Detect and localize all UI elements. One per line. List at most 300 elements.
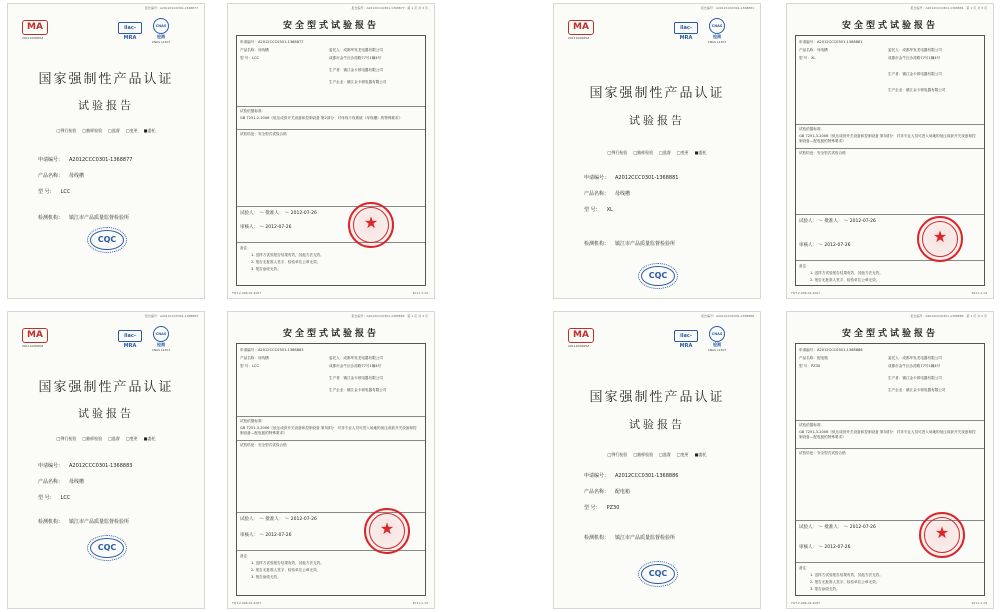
applicant-line <box>240 348 304 353</box>
report-number-value: A2012CCC0301-1368877 <box>159 6 198 10</box>
cnas-logo <box>706 18 728 44</box>
application-number <box>584 472 678 479</box>
report-number <box>554 314 760 318</box>
testing-lab <box>38 214 129 221</box>
factory-line <box>329 80 387 85</box>
model-label: 型 号： <box>38 495 55 501</box>
report-type-options <box>554 150 760 156</box>
ma-code: 2011100065Z <box>568 344 590 348</box>
report-number <box>8 314 204 318</box>
sign-date: 2012-07-26 <box>849 219 876 224</box>
cqc-logo: CQC <box>641 564 675 584</box>
model-value: LCC <box>60 189 71 195</box>
sign-date: 2012-07-26 <box>824 545 851 550</box>
page-indicator: 第 1 页 共 3 页 <box>966 314 987 318</box>
maker-value: 镇江金卡顿电器有限公司 <box>902 72 942 76</box>
model-value: LCC <box>251 56 259 60</box>
maker-value: 镇江金卡顿电器有限公司 <box>902 376 942 380</box>
option-commission: ■委托 <box>143 128 156 133</box>
official-seal: ★ <box>919 512 965 558</box>
cma-logo: MA 2011100065Z <box>568 20 598 40</box>
detail-title: 安全型式试验报告 <box>841 21 938 31</box>
report-number-prefix: 报告编号： <box>351 6 367 10</box>
reviewer-line: 审核人： ～ 2012-07-26 <box>799 545 851 550</box>
page-indicator: 第 1 页 共 3 页 <box>966 6 987 10</box>
sign-date: 2012-07-26 <box>824 243 851 248</box>
detail-title: 安全型式试验报告 <box>282 329 379 339</box>
tester-line: 试验人： ～ 批准人： ～ 2012-07-26 <box>799 219 876 224</box>
divider <box>237 129 425 130</box>
report-number-value: A2012CCC0301-1368886 <box>715 314 754 318</box>
page-date: 2011-1-19 <box>971 291 987 295</box>
testing-lab <box>38 518 129 525</box>
ilac-logo: ilac-MRA <box>674 22 698 34</box>
ma-code: 2011100065Z <box>22 36 44 40</box>
maker-line <box>329 376 383 381</box>
ilac-logo: ilac-MRA <box>118 330 142 342</box>
cover-title: 国家强制性产品认证 <box>589 390 725 405</box>
standard-label: 试验依据标准： <box>240 419 266 423</box>
model-value: XL <box>606 207 613 213</box>
client-address: 成都市金牛区沙湾路77号1幢4号 <box>329 364 382 368</box>
divider <box>237 106 425 107</box>
report-number-value: A2012CCC0301-1368881 <box>925 6 964 10</box>
sign-date: 2012-07-26 <box>265 225 292 230</box>
report-type-options <box>554 452 760 458</box>
report-number <box>554 6 760 10</box>
form-number: TQT-2-096-02-2007 <box>232 601 262 605</box>
product-name <box>584 190 630 197</box>
detail-title: 安全型式试验报告 <box>841 329 938 339</box>
option-sampling: □抽样检验 <box>82 128 103 133</box>
page-date: 2011-1-19 <box>971 601 987 605</box>
divider <box>237 206 425 207</box>
testing-lab <box>584 240 675 247</box>
report-table <box>236 343 426 596</box>
ma-code: 2011100065Z <box>568 36 590 40</box>
page-header <box>787 314 993 318</box>
model <box>584 206 613 213</box>
report-detail-2 <box>787 4 993 298</box>
tester-label: 试验人： <box>799 525 817 530</box>
applicant-label: 申请编号： <box>240 40 258 44</box>
report-number-value: A2012CCC0301-1368883 <box>366 314 405 318</box>
conclusion-line <box>240 132 287 137</box>
remarks-label: 备注： <box>240 246 251 250</box>
cover-title: 国家强制性产品认证 <box>38 72 174 87</box>
client-address: 成都市金牛区沙湾路77号1幢4号 <box>888 56 941 60</box>
client-line <box>329 356 383 361</box>
product-name-label: 产品名称： <box>584 191 610 197</box>
report-number-value: A2012CCC0301-1368886 <box>925 314 964 318</box>
model <box>38 188 70 195</box>
cnas-sub: 检测 <box>713 342 721 347</box>
standard-value: GB 7251.3-2006《低压成套开关设备和控制设备 第3部分：对非专业人员可进入场地的低压成套开关设备和控制设备—配电板的特殊要求》 <box>799 430 976 439</box>
conclusion-value: 安全型式试验合格 <box>257 443 287 447</box>
product-name <box>584 488 630 495</box>
approver-label: 批准人： <box>824 525 843 530</box>
page-header <box>228 314 434 318</box>
report-type-options <box>8 128 204 134</box>
option-routine: □例行检验 <box>607 452 628 457</box>
page-footer <box>791 291 987 295</box>
option-sampling: □抽样检验 <box>82 436 103 441</box>
report-number-value: A2012CCC0301-1368881 <box>715 6 754 10</box>
factory-line <box>888 388 946 393</box>
application-number-value: A2012CCC0301-1368881 <box>615 175 679 181</box>
conclusion-label: 试验结论： <box>799 151 817 155</box>
report-number <box>8 6 204 10</box>
page-header <box>228 6 434 10</box>
cnas-no: CNAS L1307 <box>151 40 171 44</box>
standard-label: 试验依据标准： <box>799 127 825 131</box>
remark-1: 1. 送样方试验报告结果有效，其他方法无效。 <box>810 271 883 275</box>
divider <box>796 448 984 449</box>
report-type-options <box>8 436 204 442</box>
cnas-logo <box>706 326 728 352</box>
ilac-logo: ilac-MRA <box>674 330 698 342</box>
applicant-label: 申请编号： <box>799 348 817 352</box>
option-sampling: □抽样检验 <box>633 150 654 155</box>
option-routine: □例行检验 <box>56 128 77 133</box>
divider <box>796 260 984 261</box>
product-name-label: 产品名称： <box>38 173 64 179</box>
divider <box>237 242 425 243</box>
divider <box>237 440 425 441</box>
report-number-value: A2012CCC0301-1368883 <box>159 314 198 318</box>
testing-lab-value: 镇江市产品质量监督检验所 <box>69 215 130 221</box>
cnas-abbr: CNAS <box>709 326 725 342</box>
tester-line: 试验人： ～ 批准人： ～ 2012-07-26 <box>799 525 876 530</box>
model-label: 型 号： <box>240 56 252 60</box>
cqc-logo: CQC <box>90 230 124 250</box>
standard-label: 试验依据标准： <box>799 423 825 427</box>
model-line <box>240 364 259 369</box>
divider <box>796 420 984 421</box>
application-number <box>38 462 132 469</box>
detail-title: 安全型式试验报告 <box>282 21 379 31</box>
standard-value: GB 7251.2-2006《低压成套开关设备和控制设备 第2部分：对母线干线系统（母线槽）的特殊要求》 <box>240 116 403 120</box>
approver-label: 批准人： <box>265 211 284 216</box>
cnas-logo <box>150 326 172 352</box>
applicant-line <box>799 40 863 45</box>
reviewer-line: 审核人： ～ 2012-07-26 <box>799 243 851 248</box>
cnas-no: CNAS L1307 <box>707 348 727 352</box>
official-seal: ★ <box>364 508 410 554</box>
model-value: XL <box>810 56 816 60</box>
remark-1: 1. 送样方试验报告结果有效，其他方法无效。 <box>810 573 883 577</box>
remark-2: 2. 报告无批准人签字、检验单位公章无效。 <box>251 568 321 572</box>
product-name-value: 母线槽 <box>615 191 631 197</box>
remark-1: 1. 送样方试验报告结果有效，其他方法无效。 <box>251 253 324 257</box>
model-value: LCC <box>251 364 259 368</box>
model-label: 型 号： <box>584 207 601 213</box>
report-table <box>795 343 985 596</box>
ma-code: 2011100065Z <box>22 344 44 348</box>
product-name-label: 产品名称： <box>38 479 64 485</box>
product-name-value: 母线槽 <box>69 479 85 485</box>
client-line <box>888 356 942 361</box>
maker-label: 生产者： <box>888 376 903 380</box>
product-value: 母线槽 <box>816 48 828 52</box>
tester-line: 试验人： ～ 批准人： ～ 2012-07-26 <box>240 211 317 216</box>
product-label: 产品名称： <box>799 48 817 52</box>
client-line <box>888 48 942 53</box>
client-address: 成都市金牛区沙湾路77号1幢4号 <box>888 364 941 368</box>
applicant-label: 申请编号： <box>799 40 817 44</box>
report-cover-1 <box>8 4 204 298</box>
cover-subtitle: 试验报告 <box>78 407 134 420</box>
standard-value: GB 7251.3-2006《低压成套开关设备和控制设备 第3部分：对非专业人员可进入场地的低压成套开关设备和控制设备—配电板的特殊要求》 <box>799 134 976 143</box>
page-footer <box>791 601 987 605</box>
model-label: 型 号： <box>799 56 811 60</box>
option-supervision: □监督 <box>659 452 671 457</box>
application-number-value: A2012CCC0301-1368877 <box>69 157 133 163</box>
application-number-value: A2012CCC0301-1368883 <box>69 463 133 469</box>
model-value: PZ30 <box>606 505 620 511</box>
factory-label: 生产企业： <box>329 80 347 84</box>
tester-label: 试验人： <box>240 211 258 216</box>
reviewer-label: 审核人： <box>799 545 817 550</box>
page-footer <box>232 601 428 605</box>
application-number-label: 申请编号： <box>584 473 610 479</box>
remark-3: 3. 报告涂改无效。 <box>251 267 281 271</box>
application-number-label: 申请编号： <box>38 463 64 469</box>
reviewer-line: 审核人： ～ 2012-07-26 <box>240 225 292 230</box>
page-header <box>787 6 993 10</box>
testing-lab-label: 检测机构： <box>38 519 64 525</box>
report-detail-4 <box>787 312 993 608</box>
application-number <box>584 174 678 181</box>
product-value: 配电箱 <box>816 356 828 360</box>
application-number-label: 申请编号： <box>584 175 610 181</box>
maker-value: 镇江金卡顿电器有限公司 <box>343 68 383 72</box>
factory-value: 镇江金卡顿电器有限公司 <box>346 388 387 392</box>
model-label: 型 号： <box>38 189 55 195</box>
product-name <box>38 478 84 485</box>
client-value: 成都华发龙电器有限公司 <box>343 356 383 360</box>
model <box>584 504 619 511</box>
cqc-logo: CQC <box>90 538 124 558</box>
maker-value: 镇江金卡顿电器有限公司 <box>343 376 383 380</box>
cover-title: 国家强制性产品认证 <box>38 380 174 395</box>
model-label: 型 号： <box>584 505 601 511</box>
client-label: 委托人： <box>329 48 344 52</box>
model-value: LCC <box>60 495 71 501</box>
cnas-sub: 检测 <box>713 34 721 39</box>
sign-date: 2012-07-26 <box>290 211 317 216</box>
standard-value: GB 7251.3-2006《低压成套开关设备和控制设备 第3部分：对非专业人员可进入场地的低压成套开关设备和控制设备—配电板的特殊要求》 <box>240 426 417 435</box>
cnas-no: CNAS L1307 <box>707 40 727 44</box>
page-footer <box>232 291 428 295</box>
option-routine: □例行检验 <box>56 436 77 441</box>
product-line <box>799 356 828 361</box>
product-name-label: 产品名称： <box>584 489 610 495</box>
testing-lab <box>584 534 675 541</box>
option-routine: □例行检验 <box>607 150 628 155</box>
option-commission: ■委托 <box>694 452 707 457</box>
remark-2: 2. 报告无批准人签字、检验单位公章无效。 <box>251 260 321 264</box>
testing-lab-value: 镇江市产品质量监督检验所 <box>615 535 676 541</box>
option-commission: ■委托 <box>143 436 156 441</box>
report-number-prefix: 报告编号： <box>910 6 926 10</box>
divider <box>796 124 984 125</box>
conclusion-value: 安全型式试验合格 <box>257 132 287 136</box>
report-cover-4 <box>554 312 760 608</box>
cnas-no: CNAS L1307 <box>151 348 171 352</box>
model-label: 型 号： <box>240 364 252 368</box>
official-seal: ★ <box>348 202 394 248</box>
maker-line <box>329 68 383 73</box>
factory-value: 镇江金卡顿电器有限公司 <box>346 80 387 84</box>
remark-3: 3. 报告涂改无效。 <box>251 575 281 579</box>
option-change: □变更 <box>676 452 689 457</box>
divider <box>796 148 984 149</box>
form-number: TQT-2-096-02-2007 <box>791 601 821 605</box>
factory-label: 生产企业： <box>329 388 347 392</box>
option-change: □变更 <box>676 150 689 155</box>
client-label: 委托人： <box>888 48 903 52</box>
applicant-label: 申请编号： <box>240 348 258 352</box>
report-number-prefix: 报告编号： <box>700 6 716 10</box>
official-seal: ★ <box>917 216 963 262</box>
product-line <box>799 48 828 53</box>
remark-2: 2. 报告无批准人签字、检验单位公章无效。 <box>810 580 880 584</box>
cma-logo: MA 2011100065Z <box>568 328 598 348</box>
client-address: 成都市金牛区沙湾路77号1幢4号 <box>329 56 382 60</box>
report-table <box>236 35 426 286</box>
divider <box>796 214 984 215</box>
page-date: 2011-1-19 <box>412 291 428 295</box>
testing-lab-value: 镇江市产品质量监督检验所 <box>615 241 676 247</box>
report-number-prefix: 报告编号： <box>144 6 160 10</box>
factory-line <box>888 88 946 93</box>
testing-lab-value: 镇江市产品质量监督检验所 <box>69 519 130 525</box>
cover-subtitle: 试验报告 <box>78 99 134 112</box>
product-value: 母线槽 <box>257 48 269 52</box>
report-cover-2 <box>554 4 760 298</box>
conclusion-value: 安全型式试验合格 <box>816 151 846 155</box>
cover-title: 国家强制性产品认证 <box>589 86 725 101</box>
report-number-prefix: 报告编号： <box>700 314 716 318</box>
cover-subtitle: 试验报告 <box>629 418 685 431</box>
tester-line: 试验人： ～ 批准人： ～ 2012-07-26 <box>240 517 317 522</box>
sign-date: 2012-07-26 <box>265 533 292 538</box>
applicant-line <box>799 348 863 353</box>
client-value: 成都华发龙电器有限公司 <box>902 356 942 360</box>
client-line <box>329 48 383 53</box>
maker-line <box>888 376 942 381</box>
remark-3: 3. 报告涂改无效。 <box>810 587 840 591</box>
remark-1: 1. 送样方试验报告结果有效，其他方法无效。 <box>251 561 324 565</box>
factory-value: 镇江金卡顿电器有限公司 <box>905 388 946 392</box>
remarks-label: 备注： <box>799 264 810 268</box>
reviewer-label: 审核人： <box>240 225 258 230</box>
form-number: TQT-2-096-02-2007 <box>791 291 821 295</box>
page-indicator: 第 1 页 共 3 页 <box>407 6 428 10</box>
report-number-value: A2012CCC0301-1368877 <box>366 6 405 10</box>
form-number: TQT-2-096-02-2007 <box>232 291 262 295</box>
model-value: PZ30 <box>810 364 821 368</box>
testing-lab-label: 检测机构： <box>584 535 610 541</box>
conclusion-line <box>799 451 846 456</box>
product-label: 产品名称： <box>240 356 258 360</box>
client-label: 委托人： <box>888 356 903 360</box>
cma-logo: MA 2011100065Z <box>22 20 52 40</box>
model-line <box>799 56 815 61</box>
divider <box>237 416 425 417</box>
applicant-value: A2012CCC0301-1368886 <box>816 348 863 352</box>
application-number <box>38 156 132 163</box>
option-supervision: □监督 <box>108 128 120 133</box>
report-detail-1 <box>228 4 434 298</box>
cqc-logo: CQC <box>641 266 675 286</box>
divider <box>796 562 984 563</box>
cnas-abbr: CNAS <box>709 18 725 34</box>
maker-label: 生产者： <box>888 72 903 76</box>
conclusion-label: 试验结论： <box>240 132 258 136</box>
cnas-abbr: CNAS <box>153 326 169 342</box>
option-change: □变更 <box>125 436 138 441</box>
application-number-label: 申请编号： <box>38 157 64 163</box>
page-indicator: 第 1 页 共 3 页 <box>407 314 428 318</box>
standard-label: 试验依据标准： <box>240 109 266 113</box>
approver-label: 批准人： <box>824 219 843 224</box>
client-value: 成都华发龙电器有限公司 <box>902 48 942 52</box>
remark-2: 2. 报告无批准人签字、检验单位公章无效。 <box>810 278 880 282</box>
product-name <box>38 172 84 179</box>
option-change: □变更 <box>125 128 138 133</box>
sign-date: 2012-07-26 <box>849 525 876 530</box>
product-value: 母线槽 <box>257 356 269 360</box>
maker-line <box>888 72 942 77</box>
conclusion-line <box>240 443 287 448</box>
model-line <box>799 364 820 369</box>
option-supervision: □监督 <box>108 436 120 441</box>
page-date: 2011-1-19 <box>412 601 428 605</box>
report-detail-3 <box>228 312 434 608</box>
maker-label: 生产者： <box>329 376 344 380</box>
option-commission: ■委托 <box>694 150 707 155</box>
cnas-sub: 检测 <box>157 34 165 39</box>
report-number-prefix: 报告编号： <box>351 314 367 318</box>
approver-label: 批准人： <box>265 517 284 522</box>
testing-lab-label: 检测机构： <box>584 241 610 247</box>
applicant-value: A2012CCC0301-1368877 <box>257 40 304 44</box>
report-number-prefix: 报告编号： <box>144 314 160 318</box>
cover-subtitle: 试验报告 <box>629 114 685 127</box>
cma-logo: MA 2011100065Z <box>22 328 52 348</box>
tester-label: 试验人： <box>240 517 258 522</box>
reviewer-label: 审核人： <box>240 533 258 538</box>
report-number-prefix: 报告编号： <box>910 314 926 318</box>
remarks-label: 备注： <box>240 554 251 558</box>
product-name-value: 配电箱 <box>615 489 631 495</box>
applicant-value: A2012CCC0301-1368881 <box>816 40 863 44</box>
factory-value: 镇江金卡顿电器有限公司 <box>905 88 946 92</box>
model-line <box>240 56 259 61</box>
cnas-abbr: CNAS <box>153 18 169 34</box>
reviewer-line: 审核人： ～ 2012-07-26 <box>240 533 292 538</box>
factory-label: 生产企业： <box>888 388 906 392</box>
cnas-logo <box>150 18 172 44</box>
factory-label: 生产企业： <box>888 88 906 92</box>
conclusion-label: 试验结论： <box>799 451 817 455</box>
product-line <box>240 356 269 361</box>
product-label: 产品名称： <box>799 356 817 360</box>
product-line <box>240 48 269 53</box>
remarks-label: 备注： <box>799 566 810 570</box>
